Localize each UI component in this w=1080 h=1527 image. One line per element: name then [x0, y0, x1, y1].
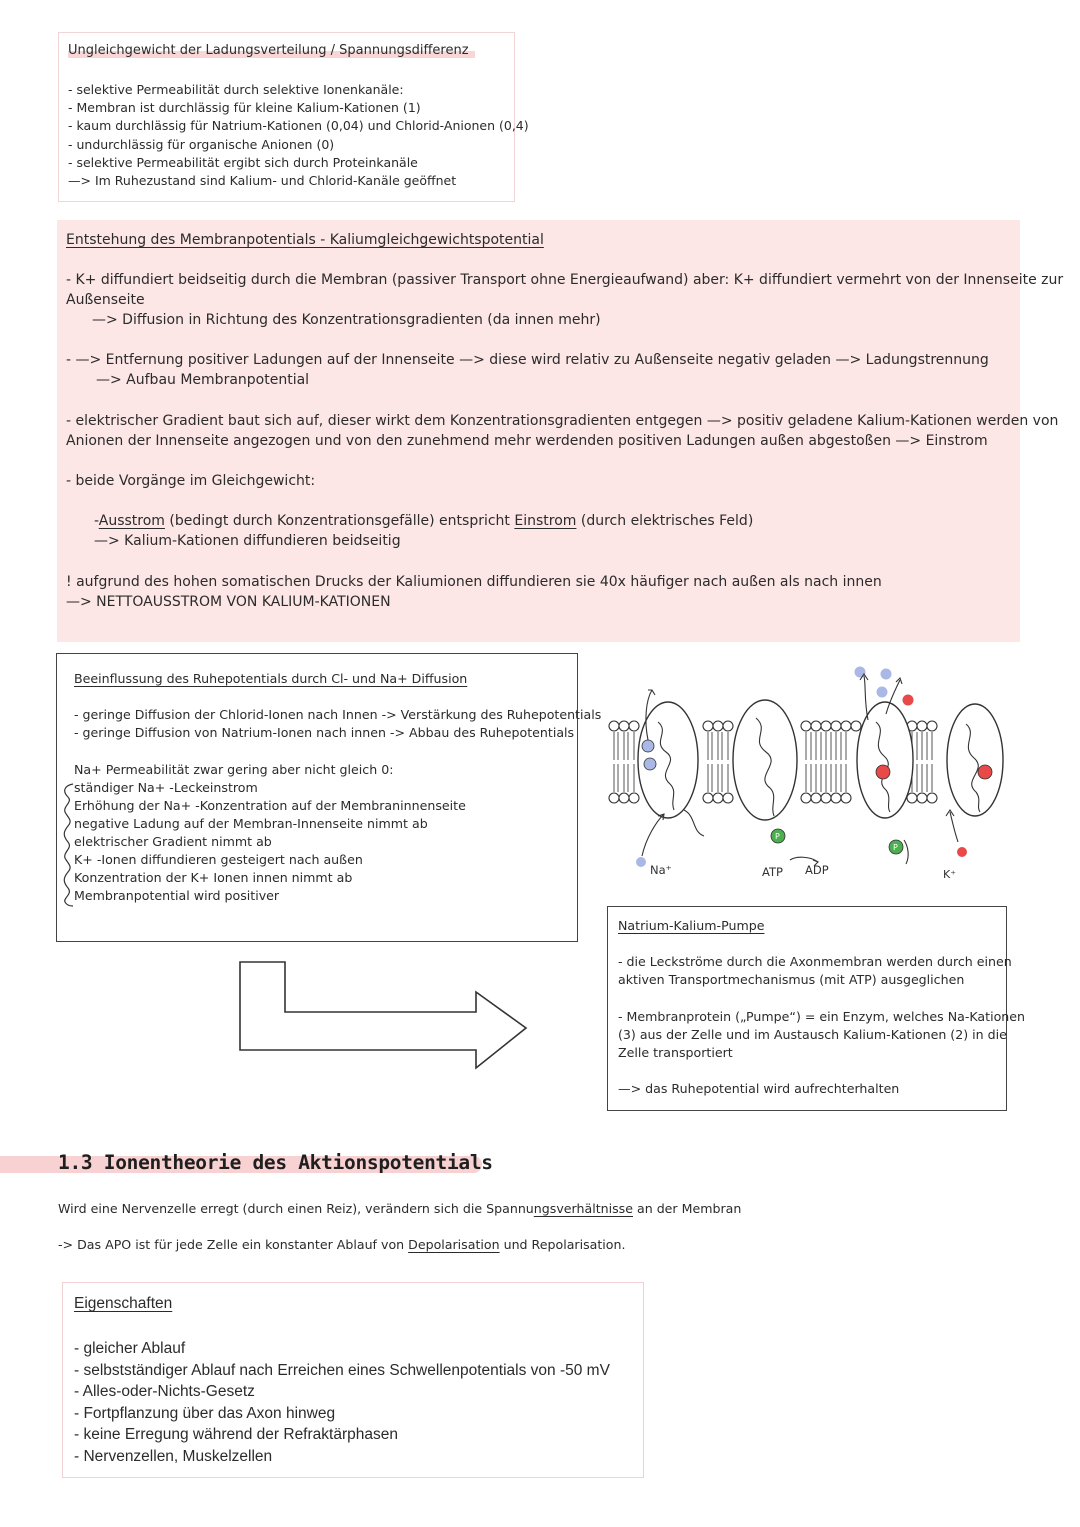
apo-statement [58, 1237, 626, 1252]
chain-item: Membranpotential wird positiver [74, 888, 280, 903]
wavy-brace-icon [61, 782, 75, 908]
charge-imbalance-box [58, 32, 529, 202]
chain-item: elektrischer Gradient nimmt ab [74, 834, 272, 849]
text-fragment: - [94, 513, 99, 529]
resting-intro: Na+ Permeabilität zwar gering aber nicht gleich 0: [74, 762, 394, 777]
paragraph-line: - beide Vorgänge im Gleichgewicht: [66, 473, 316, 489]
list-item: - Nervenzellen, Muskelzellen [74, 1447, 273, 1465]
chain-item: Erhöhung der Na+ -Konzentration auf der Membraninnenseite [74, 798, 466, 813]
chain-item: K+ -Ionen diffundieren gesteigert nach außen [74, 852, 363, 867]
paragraph-line: —> Kalium-Kationen diffundieren beidseitig [94, 533, 401, 549]
pump-line: Zelle transportiert [618, 1045, 733, 1060]
paragraph-line: Anionen der Innenseite angezogen und von den zunehmend mehr werdenden positiven Ladungen außen abgestoßen —> Einstrom [66, 433, 988, 449]
pump-line: aktiven Transportmechanismus (mit ATP) ausgeglichen [618, 972, 965, 987]
chain-item: ständiger Na+ -Leckeinstrom [74, 780, 258, 795]
list-item: - Fortpflanzung über das Axon hinweg [74, 1404, 336, 1422]
underlined-term: ngsverhältnisse [533, 1201, 633, 1216]
section-heading: 1.3 Ionentheorie des Aktionspotentials [58, 1151, 493, 1174]
pump-line: - Membranprotein („Pumpe“) = ein Enzym, welches Na-Kationen [618, 1009, 1025, 1024]
sodium-label: Na⁺ [650, 863, 672, 877]
list-item: - selbstständiger Ablauf nach Erreichen eines Schwellenpotentials von -50 mV [74, 1361, 610, 1379]
right-arrow-icon [238, 960, 530, 1094]
text-fragment: (durch elektrisches Feld) [576, 513, 754, 529]
properties-list [74, 1338, 610, 1468]
text-fragment: an der Membran [632, 1201, 742, 1216]
paragraph-line: —> Aufbau Membranpotential [96, 372, 310, 388]
atp-label: ATP [762, 865, 783, 879]
sodium-potassium-pump-illustration [600, 660, 1010, 890]
paragraph-line: - —> Entfernung positiver Ladungen auf der Innenseite —> diese wird relativ zu Außenseite negativ geladen —> Ladungstrennung [66, 352, 989, 368]
section-intro [58, 1201, 741, 1216]
list-item: - undurchlässig für organische Anionen (0) [68, 136, 335, 152]
paragraph-line [94, 511, 753, 532]
list-item: - Alles-oder-Nichts-Gesetz [74, 1383, 255, 1401]
charge-imbalance-title: Ungleichgewicht der Ladungsverteilung / Spannungsdifferenz [68, 43, 475, 58]
paragraph-line: —> NETTOAUSSTROM VON KALIUM-KATIONEN [66, 594, 391, 610]
list-item: - geringe Diffusion der Chlorid-Ionen nach Innen -> Verstärkung des Ruhepotentials [74, 707, 602, 722]
list-item: - gleicher Ablauf [74, 1340, 186, 1357]
potassium-equilibrium-title: Entstehung des Membranpotentials - Kaliumgleichgewichtspotential [66, 232, 544, 248]
properties-title: Eigenschaften [74, 1295, 173, 1312]
paragraph-line: - elektrischer Gradient baut sich auf, dieser wirkt dem Konzentrationsgradienten entgegen —> positiv geladene Kalium-Kationen werden von [66, 413, 1059, 429]
ausstrom-term: Ausstrom [98, 513, 165, 529]
text-fragment: -> Das APO ist für jede Zelle ein konstanter Ablauf von [58, 1237, 409, 1252]
list-item: - geringe Diffusion von Natrium-Ionen nach innen -> Abbau des Ruhepotentials [74, 725, 575, 740]
list-item: - kaum durchlässig für Natrium-Kationen (0,04) und Chlorid-Anionen (0,4) [68, 118, 529, 134]
list-item: —> Im Ruhezustand sind Kalium- und Chlorid-Kanäle geöffnet [68, 173, 457, 189]
list-item: - selektive Permeabilität durch selektive Ionenkanäle: [68, 82, 404, 97]
adp-label: ADP [805, 863, 829, 877]
list-item: - Membran ist durchlässig für kleine Kalium-Kationen (1) [68, 100, 421, 116]
list-item: - selektive Permeabilität ergibt sich durch Proteinkanäle [68, 154, 418, 170]
charge-imbalance-list [68, 81, 529, 190]
einstrom-term: Einstrom [514, 513, 577, 529]
text-fragment: Wird eine Nervenzelle erregt (durch einen Reiz), verändern sich die Spannu [58, 1201, 534, 1216]
properties-box [62, 1282, 644, 1478]
potassium-label: K⁺ [943, 868, 957, 881]
chain-item: Konzentration der K+ Ionen innen nimmt ab [74, 870, 353, 885]
text-fragment: und Repolarisation. [499, 1237, 626, 1252]
pump-line: - die Leckströme durch die Axonmembran werden durch einen [618, 954, 1012, 969]
paragraph-line: —> Diffusion in Richtung des Konzentrationsgradienten (da innen mehr) [92, 312, 601, 328]
resting-potential-box [56, 653, 602, 942]
phosphate-label: P [775, 832, 780, 841]
pump-title: Natrium-Kalium-Pumpe [618, 918, 765, 933]
sodium-potassium-pump-box [607, 906, 1025, 1111]
paragraph-line: Außenseite [66, 292, 145, 308]
pump-line: —> das Ruhepotential wird aufrechterhalten [618, 1081, 900, 1096]
pump-line: (3) aus der Zelle und im Austausch Kalium-Kationen (2) in die [618, 1027, 1007, 1042]
resting-potential-title: Beeinflussung des Ruhepotentials durch Cl- und Na+ Diffusion [74, 671, 468, 686]
paragraph-line: ! aufgrund des hohen somatischen Drucks der Kaliumionen diffundieren sie 40x häufiger nach außen als nach innen [66, 574, 882, 590]
chain-item: negative Ladung auf der Membran-Innenseite nimmt ab [74, 816, 428, 831]
underlined-term: Depolarisation [408, 1237, 500, 1252]
list-item: - keine Erregung während der Refraktärphasen [74, 1426, 398, 1444]
potassium-equilibrium-box [57, 220, 1064, 642]
text-fragment: (bedingt durch Konzentrationsgefälle) entspricht [164, 513, 515, 529]
paragraph-line: - K+ diffundiert beidseitig durch die Membran (passiver Transport ohne Energieaufwand) aber: K+ diffundiert vermehrt von der Innenseite zur [66, 272, 1064, 288]
phosphate-label: P [893, 843, 898, 852]
